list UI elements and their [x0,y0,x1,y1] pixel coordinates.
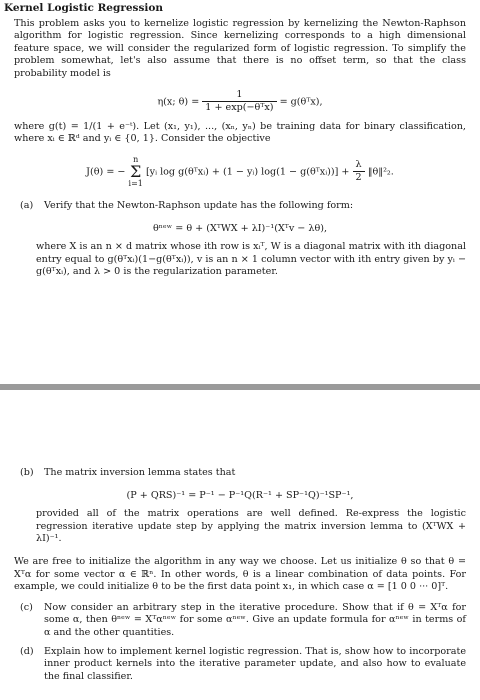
part-b [0,467,480,480]
problem-title: Kernel Logistic Regression [4,2,163,14]
sum-upper: n [133,154,139,164]
intro-paragraph: This problem asks you to kernelize logistic regression by kernelizing the Newton-Raphson algorithm for logistic regression. Since kernelizing corresponds to a high dimensional feature space, we will consider the regularized form of logistic regression. To simplify the problem somewhat, let's also assume that there is no offset term, so that the class probability model is [14,17,466,79]
part-b-after: provided all of the matrix operations are well defined. Re-express the logistic regression iterative update step by applying the matrix inversion lemma to (XᵀWX + λI)⁻¹. [36,508,466,545]
lambda-den: 2 [355,172,362,184]
part-a-where: where X is an n × d matrix whose ith row is xᵢᵀ, W is a diagonal matrix with ith diagonal entry equal to g(θᵀxᵢ)(1−g(θᵀxᵢ)), v is an n × 1 column vector with ith entry given by yᵢ − g(θᵀxᵢ), and λ > 0 is the regularization parameter. [36,241,466,278]
newton-update-equation: θⁿᵉʷ = θ + (XᵀWX + λI)⁻¹(Xᵀv − λθ), [152,222,328,234]
part-c [0,602,480,640]
eq1-lhs: η(x; θ) = [157,96,200,108]
part-a-label: (a) [20,199,34,211]
probability-model-equation [0,89,480,115]
where-paragraph: where g(t) = 1/(1 + e⁻ᵗ). Let (x₁, y₁), ..., (xₙ, yₙ) be training data for binary classification, where xᵢ ∈ ℝᵈ and yᵢ ∈ {0, 1}. Consider the objective [14,120,466,145]
eq1-fraction [202,89,276,115]
matrix-inversion-equation: (P + QRS)⁻¹ = P⁻¹ − P⁻¹Q(R⁻¹ + SP⁻¹Q)⁻¹SP⁻¹, [126,489,354,501]
eq2-lhs: J(θ) = − [86,166,126,178]
part-d-label: (d) [20,645,34,657]
part-c-text: Now consider an arbitrary step in the iterative procedure. Show that if θ = Xᵀα for some α, then θⁿᵉʷ = Xᵀαⁿᵉʷ for some αⁿᵉʷ. Give an update formula for αⁿᵉʷ in terms of α and the other quantities. [44,601,466,638]
section-divider [0,384,480,390]
part-c-label: (c) [20,601,33,613]
part-b-label: (b) [20,467,34,478]
part-a [0,200,480,213]
eq1-denominator: 1 + exp(−θᵀx) [205,102,274,114]
sum-lower: i=1 [128,178,143,188]
objective-equation [0,156,480,188]
part-a-text: Verify that the Newton-Raphson update has the following form: [44,199,354,211]
part-d [0,646,480,684]
part-d-text: Explain how to implement kernel logistic regression. That is, show how to incorporate inner product kernels into the iterative parameter update, and also how to evaluate the final classifier. [44,645,466,682]
lambda-fraction [353,159,365,185]
part-b-text: The matrix inversion lemma states that [44,467,236,478]
eq1-numerator: 1 [202,89,276,103]
summation-symbol: n Σ i=1 [128,154,143,188]
eq2-tail: ‖θ‖²₂. [367,166,394,178]
eq2-body: [yᵢ log g(θᵀxᵢ) + (1 − yᵢ) log(1 − g(θᵀxᵢ))] + [145,166,350,178]
lambda-num: λ [353,159,365,173]
eq1-rhs: = g(θᵀx), [279,96,323,108]
initialization-paragraph: We are free to initialize the algorithm in any way we choose. Let us initialize θ so that θ = Xᵀα for some vector α ∈ ℝⁿ. In other words, θ is a linear combination of data points. For example, we could initialize θ to be the first data point x₁, in which case α = [1 0 0 ··· 0]ᵀ. [14,555,466,593]
bottom-section [0,467,480,683]
top-section [0,2,480,289]
